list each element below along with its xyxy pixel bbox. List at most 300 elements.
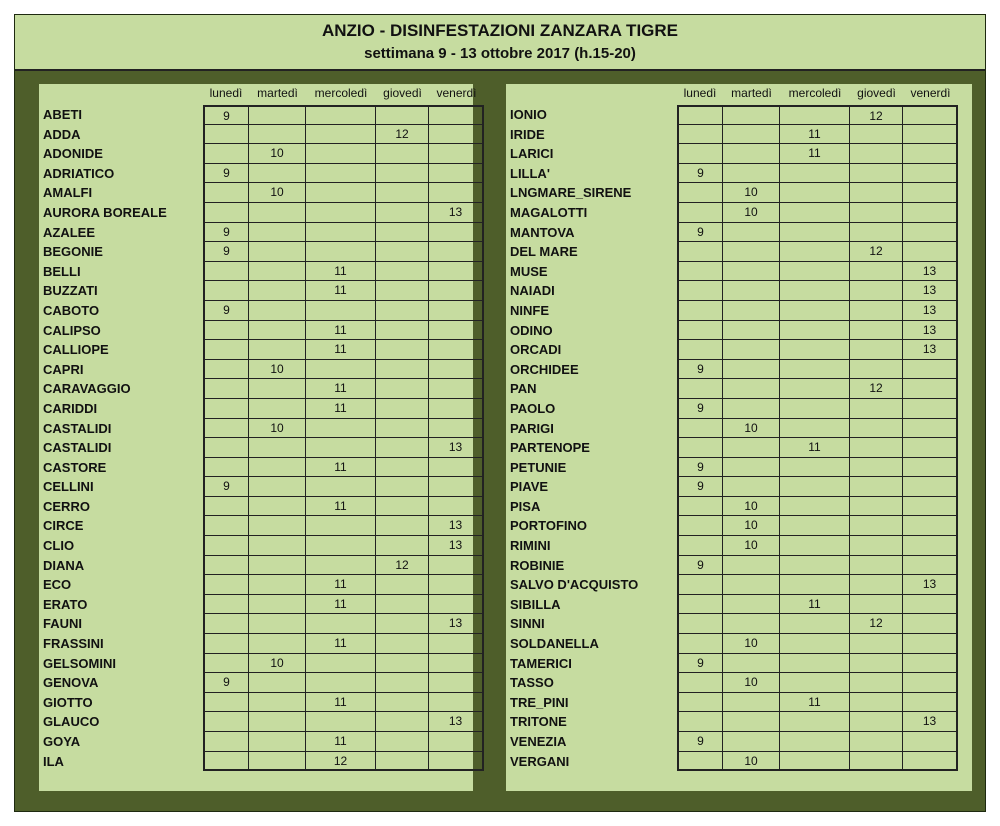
day-cell: 9 bbox=[203, 242, 249, 262]
day-cells bbox=[203, 556, 484, 576]
day-cell bbox=[677, 614, 723, 634]
day-cell bbox=[376, 614, 429, 634]
street-name: SALVO D'ACQUISTO bbox=[510, 577, 639, 593]
day-cell bbox=[203, 419, 249, 439]
day-cell bbox=[429, 732, 484, 752]
day-cells bbox=[677, 281, 958, 301]
day-cell: 13 bbox=[903, 262, 958, 282]
day-cell bbox=[850, 419, 903, 439]
day-cells bbox=[203, 301, 484, 321]
day-cell bbox=[203, 595, 249, 615]
day-cells bbox=[203, 262, 484, 282]
day-cell bbox=[723, 379, 780, 399]
day-cell bbox=[723, 301, 780, 321]
day-cell bbox=[850, 673, 903, 693]
day-cell: 11 bbox=[306, 262, 376, 282]
day-cell: 9 bbox=[677, 654, 723, 674]
left-schedule-panel bbox=[39, 84, 477, 791]
day-cell bbox=[203, 654, 249, 674]
day-cell bbox=[723, 164, 780, 184]
day-cell bbox=[306, 614, 376, 634]
day-cells bbox=[677, 399, 958, 419]
day-cells bbox=[203, 183, 484, 203]
day-cells bbox=[203, 732, 484, 752]
day-cell bbox=[903, 223, 958, 243]
day-cell bbox=[677, 497, 723, 517]
day-cell bbox=[677, 634, 723, 654]
day-cell: 9 bbox=[203, 223, 249, 243]
day-cell bbox=[429, 575, 484, 595]
day-cell bbox=[850, 164, 903, 184]
day-cell bbox=[850, 556, 903, 576]
day-cell bbox=[780, 575, 850, 595]
day-cell bbox=[249, 438, 306, 458]
day-cell: 13 bbox=[429, 614, 484, 634]
day-cell bbox=[249, 458, 306, 478]
street-name: NAIADI bbox=[510, 283, 555, 299]
day-cell: 13 bbox=[903, 301, 958, 321]
street-name: LNGMARE_SIRENE bbox=[510, 185, 632, 201]
day-cell bbox=[903, 183, 958, 203]
day-cell bbox=[850, 321, 903, 341]
day-cell: 10 bbox=[249, 654, 306, 674]
day-cell bbox=[429, 595, 484, 615]
day-cell: 9 bbox=[203, 105, 249, 125]
street-name: ERATO bbox=[43, 596, 88, 612]
day-cell bbox=[376, 144, 429, 164]
street-name: CABOTO bbox=[43, 302, 100, 318]
day-cell bbox=[850, 654, 903, 674]
day-cell bbox=[850, 595, 903, 615]
day-cells bbox=[203, 399, 484, 419]
day-cells bbox=[677, 575, 958, 595]
day-cell bbox=[780, 321, 850, 341]
right-schedule-panel bbox=[506, 84, 972, 791]
day-cell bbox=[249, 242, 306, 262]
day-cell bbox=[429, 654, 484, 674]
day-cell bbox=[780, 536, 850, 556]
day-cells bbox=[203, 223, 484, 243]
day-cells bbox=[203, 203, 484, 223]
day-cells bbox=[203, 536, 484, 556]
day-cell: 9 bbox=[203, 301, 249, 321]
day-cell: 13 bbox=[903, 340, 958, 360]
day-cell bbox=[376, 340, 429, 360]
day-cell bbox=[376, 379, 429, 399]
day-cells bbox=[677, 144, 958, 164]
day-cell bbox=[850, 262, 903, 282]
day-cell bbox=[677, 712, 723, 732]
day-cell: 9 bbox=[677, 360, 723, 380]
day-cell bbox=[850, 438, 903, 458]
day-cell bbox=[306, 301, 376, 321]
street-name: ORCHIDEE bbox=[510, 361, 579, 377]
day-cell bbox=[306, 125, 376, 145]
day-header bbox=[677, 84, 958, 102]
day-cell bbox=[376, 360, 429, 380]
street-name: CELLINI bbox=[43, 479, 94, 495]
day-cell: 13 bbox=[903, 712, 958, 732]
day-cell bbox=[203, 438, 249, 458]
day-cell bbox=[376, 595, 429, 615]
day-cell bbox=[306, 223, 376, 243]
day-cell: 10 bbox=[723, 536, 780, 556]
day-cell: 12 bbox=[376, 556, 429, 576]
street-name: TRITONE bbox=[510, 714, 567, 730]
day-cell bbox=[903, 125, 958, 145]
day-cell bbox=[203, 125, 249, 145]
street-name: BUZZATI bbox=[43, 283, 98, 299]
day-cell bbox=[376, 223, 429, 243]
day-cell bbox=[203, 752, 249, 772]
day-cell bbox=[677, 419, 723, 439]
day-cell bbox=[249, 281, 306, 301]
day-cell bbox=[903, 732, 958, 752]
day-cell bbox=[903, 516, 958, 536]
street-name: SOLDANELLA bbox=[510, 636, 599, 652]
day-cell bbox=[780, 752, 850, 772]
day-cell: 13 bbox=[903, 321, 958, 341]
day-cell bbox=[249, 575, 306, 595]
day-cell bbox=[249, 379, 306, 399]
day-cell: 11 bbox=[306, 458, 376, 478]
day-cell bbox=[429, 399, 484, 419]
day-cell bbox=[376, 712, 429, 732]
day-header-label: venerdì bbox=[436, 86, 477, 100]
day-cell: 11 bbox=[306, 321, 376, 341]
day-cell bbox=[249, 595, 306, 615]
day-cell bbox=[903, 458, 958, 478]
day-cell: 12 bbox=[306, 752, 376, 772]
day-cell bbox=[429, 458, 484, 478]
day-cell bbox=[376, 536, 429, 556]
day-header-label: giovedì bbox=[857, 86, 896, 100]
day-cell bbox=[723, 732, 780, 752]
day-cell bbox=[850, 144, 903, 164]
day-cells bbox=[203, 281, 484, 301]
day-cell bbox=[306, 536, 376, 556]
day-cell bbox=[306, 438, 376, 458]
day-cells bbox=[677, 536, 958, 556]
day-cell bbox=[429, 752, 484, 772]
street-name: PORTOFINO bbox=[510, 518, 588, 534]
day-cell: 10 bbox=[723, 183, 780, 203]
street-name: AURORA BOREALE bbox=[43, 204, 167, 220]
day-cells bbox=[203, 438, 484, 458]
day-cells bbox=[203, 752, 484, 772]
day-cell bbox=[723, 556, 780, 576]
day-cell bbox=[780, 399, 850, 419]
street-name: VERGANI bbox=[510, 753, 570, 769]
day-cell bbox=[677, 536, 723, 556]
day-cells bbox=[203, 693, 484, 713]
day-cell bbox=[903, 673, 958, 693]
street-name: TAMERICI bbox=[510, 655, 572, 671]
day-cell bbox=[376, 575, 429, 595]
day-cell bbox=[850, 516, 903, 536]
day-cell: 12 bbox=[850, 242, 903, 262]
street-name: SINNI bbox=[510, 616, 545, 632]
day-cells bbox=[677, 634, 958, 654]
day-cell bbox=[780, 281, 850, 301]
day-cell bbox=[677, 242, 723, 262]
street-name: GLAUCO bbox=[43, 714, 100, 730]
day-cells bbox=[203, 595, 484, 615]
day-cell bbox=[850, 536, 903, 556]
day-cells bbox=[203, 164, 484, 184]
day-cell bbox=[677, 125, 723, 145]
day-cell bbox=[203, 379, 249, 399]
street-name: CALIPSO bbox=[43, 322, 101, 338]
day-cell bbox=[429, 242, 484, 262]
day-cell bbox=[903, 477, 958, 497]
day-cell bbox=[850, 575, 903, 595]
day-header-label: mercoledì bbox=[314, 86, 368, 100]
street-name: CASTALIDI bbox=[43, 440, 112, 456]
day-cell bbox=[376, 164, 429, 184]
day-cells bbox=[203, 516, 484, 536]
street-name: DIANA bbox=[43, 557, 85, 573]
day-cell: 9 bbox=[677, 477, 723, 497]
street-name: CALLIOPE bbox=[43, 342, 109, 358]
day-cells bbox=[677, 301, 958, 321]
day-cell: 12 bbox=[850, 614, 903, 634]
day-cells bbox=[203, 360, 484, 380]
day-cell bbox=[677, 438, 723, 458]
day-cell bbox=[903, 536, 958, 556]
day-cell bbox=[780, 301, 850, 321]
day-cell bbox=[249, 536, 306, 556]
day-cells bbox=[203, 614, 484, 634]
street-name: ROBINIE bbox=[510, 557, 565, 573]
day-cell bbox=[850, 223, 903, 243]
day-cell bbox=[723, 458, 780, 478]
day-cell: 11 bbox=[306, 575, 376, 595]
day-cell bbox=[203, 693, 249, 713]
day-header-label: lunedì bbox=[683, 86, 717, 100]
day-cell bbox=[723, 614, 780, 634]
day-cell bbox=[677, 183, 723, 203]
day-cells bbox=[677, 360, 958, 380]
day-cell bbox=[306, 183, 376, 203]
day-cell bbox=[677, 105, 723, 125]
day-cell bbox=[203, 360, 249, 380]
day-cell bbox=[376, 183, 429, 203]
day-cell bbox=[723, 281, 780, 301]
page-subtitle: settimana 9 - 13 ottobre 2017 (h.15-20) bbox=[364, 45, 636, 62]
day-cell: 13 bbox=[903, 281, 958, 301]
day-cell bbox=[903, 614, 958, 634]
day-cell bbox=[376, 419, 429, 439]
day-cell bbox=[850, 125, 903, 145]
day-cells bbox=[203, 340, 484, 360]
day-cell: 9 bbox=[203, 477, 249, 497]
day-cell bbox=[723, 693, 780, 713]
day-cell: 12 bbox=[850, 105, 903, 125]
day-cell bbox=[850, 634, 903, 654]
street-name: FRASSINI bbox=[43, 636, 104, 652]
street-name: ADDA bbox=[43, 126, 81, 142]
day-cells bbox=[677, 673, 958, 693]
street-name: CARAVAGGIO bbox=[43, 381, 131, 397]
day-cell bbox=[780, 340, 850, 360]
street-name: CASTORE bbox=[43, 459, 107, 475]
day-cell: 9 bbox=[677, 399, 723, 419]
day-cells bbox=[677, 712, 958, 732]
street-name: PIAVE bbox=[510, 479, 549, 495]
day-cell bbox=[850, 732, 903, 752]
street-name: AZALEE bbox=[43, 224, 95, 240]
day-cells bbox=[203, 125, 484, 145]
day-cell bbox=[429, 262, 484, 282]
day-cell bbox=[376, 438, 429, 458]
day-cell bbox=[249, 105, 306, 125]
day-cells bbox=[677, 321, 958, 341]
street-name: GIOTTO bbox=[43, 694, 93, 710]
day-cell bbox=[850, 281, 903, 301]
day-cell: 11 bbox=[306, 634, 376, 654]
day-cells bbox=[203, 654, 484, 674]
day-cell bbox=[850, 458, 903, 478]
street-name: RIMINI bbox=[510, 538, 551, 554]
day-cell bbox=[780, 712, 850, 732]
day-cells bbox=[677, 242, 958, 262]
day-cell: 11 bbox=[306, 399, 376, 419]
day-cell bbox=[203, 634, 249, 654]
day-cell: 9 bbox=[203, 673, 249, 693]
day-cell bbox=[306, 164, 376, 184]
day-cell bbox=[677, 752, 723, 772]
day-cells bbox=[677, 262, 958, 282]
day-cell bbox=[306, 203, 376, 223]
day-cell bbox=[249, 556, 306, 576]
day-cell bbox=[850, 360, 903, 380]
day-cell bbox=[723, 654, 780, 674]
day-cell: 10 bbox=[723, 673, 780, 693]
day-cell: 10 bbox=[723, 634, 780, 654]
day-cell bbox=[780, 497, 850, 517]
day-cell: 11 bbox=[780, 125, 850, 145]
day-cells bbox=[203, 105, 484, 125]
day-cell bbox=[903, 654, 958, 674]
day-cell bbox=[376, 105, 429, 125]
day-cells bbox=[677, 438, 958, 458]
street-name: CLIO bbox=[43, 538, 75, 554]
day-cell bbox=[249, 712, 306, 732]
street-name: PETUNIE bbox=[510, 459, 567, 475]
day-cells bbox=[677, 693, 958, 713]
day-cell bbox=[306, 556, 376, 576]
day-cell bbox=[850, 399, 903, 419]
day-cell: 11 bbox=[306, 340, 376, 360]
day-header-label: giovedì bbox=[383, 86, 422, 100]
street-name: ECO bbox=[43, 577, 72, 593]
street-name: CERRO bbox=[43, 498, 90, 514]
day-cell bbox=[723, 223, 780, 243]
day-cells bbox=[677, 654, 958, 674]
day-cell: 11 bbox=[306, 497, 376, 517]
day-cell bbox=[780, 223, 850, 243]
street-name: GELSOMINI bbox=[43, 655, 116, 671]
day-cell bbox=[306, 654, 376, 674]
day-cells bbox=[677, 752, 958, 772]
day-cell: 10 bbox=[249, 144, 306, 164]
street-name: ORCADI bbox=[510, 342, 562, 358]
day-cell bbox=[306, 516, 376, 536]
day-cell bbox=[429, 183, 484, 203]
day-cell bbox=[677, 673, 723, 693]
day-cell bbox=[723, 242, 780, 262]
day-cell bbox=[780, 105, 850, 125]
day-cell: 11 bbox=[306, 732, 376, 752]
day-cell bbox=[203, 399, 249, 419]
day-cell bbox=[723, 595, 780, 615]
day-cells bbox=[203, 458, 484, 478]
street-name: GENOVA bbox=[43, 675, 99, 691]
street-name: ADRIATICO bbox=[43, 165, 115, 181]
day-cells bbox=[203, 379, 484, 399]
day-cell bbox=[723, 399, 780, 419]
day-cell bbox=[376, 752, 429, 772]
street-name: PARIGI bbox=[510, 420, 554, 436]
day-cell bbox=[903, 144, 958, 164]
day-cell: 13 bbox=[429, 712, 484, 732]
day-cell bbox=[376, 242, 429, 262]
day-cell bbox=[780, 634, 850, 654]
day-cell bbox=[249, 752, 306, 772]
day-cell bbox=[903, 752, 958, 772]
day-cell bbox=[780, 673, 850, 693]
day-cells bbox=[677, 419, 958, 439]
day-cells bbox=[203, 575, 484, 595]
street-name: ILA bbox=[43, 753, 64, 769]
day-cell bbox=[249, 321, 306, 341]
day-cells bbox=[677, 458, 958, 478]
day-cell: 10 bbox=[723, 516, 780, 536]
day-cell bbox=[203, 144, 249, 164]
day-header-label: martedì bbox=[731, 86, 772, 100]
day-cells bbox=[677, 379, 958, 399]
street-name: LILLA' bbox=[510, 165, 550, 181]
day-cell: 9 bbox=[677, 164, 723, 184]
day-cell bbox=[780, 458, 850, 478]
day-cell bbox=[203, 516, 249, 536]
day-cell bbox=[903, 693, 958, 713]
day-cell bbox=[429, 419, 484, 439]
day-cell bbox=[203, 497, 249, 517]
street-name: CASTALIDI bbox=[43, 420, 112, 436]
street-name: CIRCE bbox=[43, 518, 84, 534]
day-cell bbox=[850, 752, 903, 772]
day-cell bbox=[850, 301, 903, 321]
day-cell: 11 bbox=[780, 693, 850, 713]
day-cell bbox=[677, 693, 723, 713]
day-cell bbox=[249, 477, 306, 497]
page-title: ANZIO - DISINFESTAZIONI ZANZARA TIGRE bbox=[321, 21, 679, 40]
street-name: CARIDDI bbox=[43, 400, 98, 416]
day-cell: 9 bbox=[203, 164, 249, 184]
day-cell bbox=[376, 693, 429, 713]
street-name: PISA bbox=[510, 498, 541, 514]
street-name: DEL MARE bbox=[510, 244, 578, 260]
street-name: BELLI bbox=[43, 263, 81, 279]
day-cell bbox=[850, 203, 903, 223]
day-cell bbox=[249, 399, 306, 419]
day-cell: 11 bbox=[306, 693, 376, 713]
day-cell bbox=[249, 301, 306, 321]
day-cells bbox=[677, 614, 958, 634]
day-cell bbox=[429, 556, 484, 576]
